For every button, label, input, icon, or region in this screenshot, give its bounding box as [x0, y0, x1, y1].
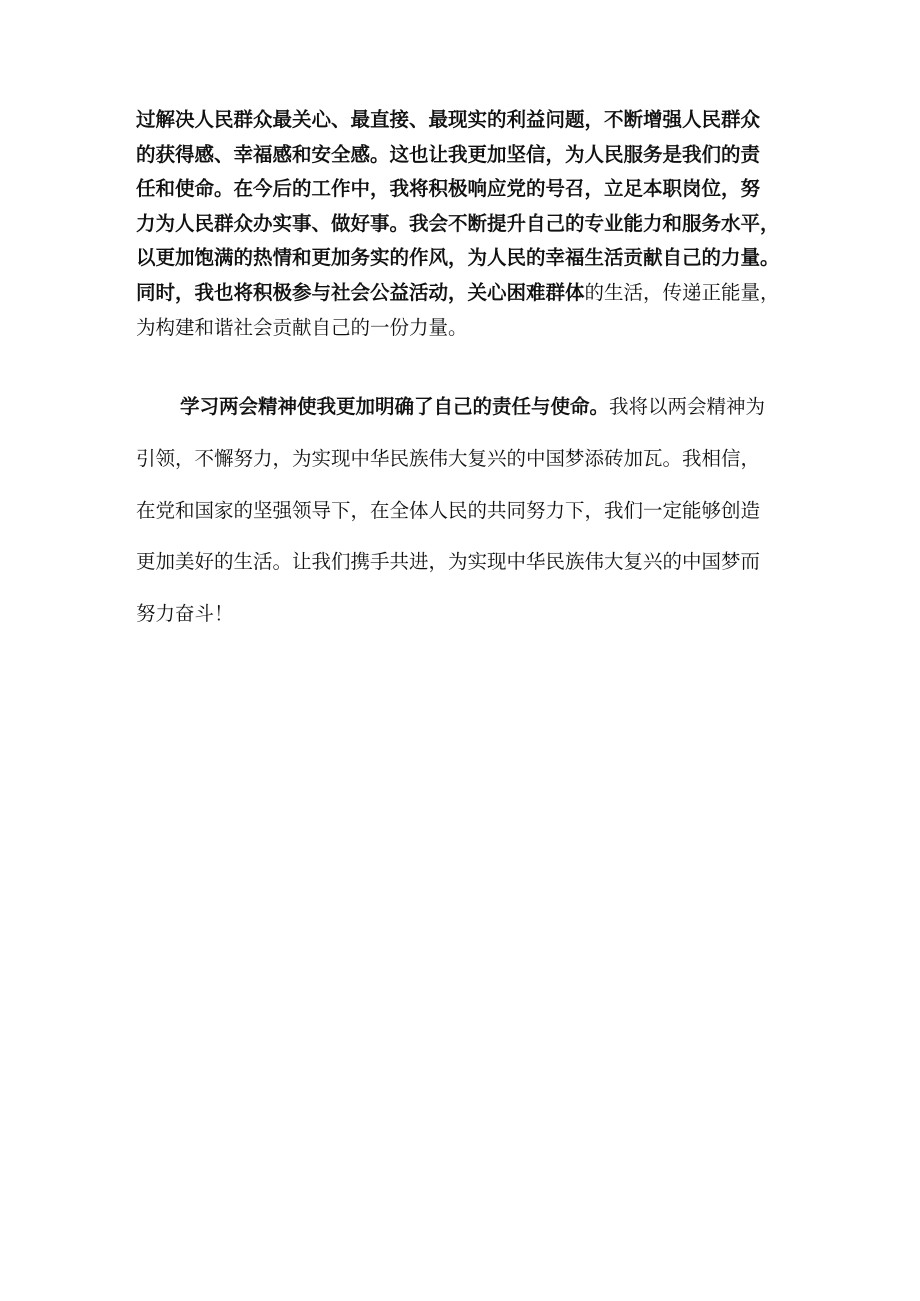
text-line: [136, 485, 796, 537]
text-line: [136, 241, 796, 276]
normal-text: 引领，不懈努力，为实现中华民族伟大复兴的中国梦添砖加瓦。我相信，: [136, 446, 761, 470]
normal-text: 我将以两会精神为: [609, 395, 766, 418]
text-line: [136, 311, 796, 346]
text-line: [136, 207, 796, 242]
text-line: [136, 381, 796, 433]
bold-text: 过解决人民群众最关心、最直接、最现实的利益问题，不断增强人民群众: [136, 108, 761, 131]
bold-text: 学习两会精神使我更加明确了自己的责任与使命。: [180, 395, 610, 418]
text-line: [136, 103, 796, 138]
text-line: [136, 433, 796, 485]
paragraph-commitment: [136, 103, 796, 345]
bold-text: 的获得感、幸福感和安全感。这也让我更加坚信，为人民服务是我们的责: [136, 142, 761, 166]
normal-text: 在党和国家的坚强领导下，在全体人民的共同努力下，我们一定能够创造: [136, 498, 761, 522]
bold-text: 同时，我也将积极参与社会公益活动，关心困难群体: [136, 280, 585, 304]
text-line: [136, 588, 796, 640]
paragraph-conclusion: [136, 381, 796, 640]
text-line: [136, 172, 796, 207]
normal-text: 努力奋斗！: [136, 602, 234, 626]
text-line: [136, 138, 796, 173]
bold-text: 力为人民群众办实事、做好事。我会不断提升自己的专业能力和服务水平，: [136, 211, 780, 235]
normal-text: 的生活，传递正能量，: [584, 280, 780, 304]
bold-text: 任和使命。在今后的工作中，我将积极响应党的号召，立足本职岗位，努: [136, 177, 761, 201]
text-line: [136, 536, 796, 588]
bold-text: 以更加饱满的热情和更加务实的作风，为人民的幸福生活贡献自己的力量。: [136, 246, 780, 270]
text-line: [136, 276, 796, 311]
normal-text: 为构建和谐社会贡献自己的一份力量。: [136, 315, 468, 339]
normal-text: 更加美好的生活。让我们携手共进，为实现中华民族伟大复兴的中国梦而: [136, 550, 761, 574]
